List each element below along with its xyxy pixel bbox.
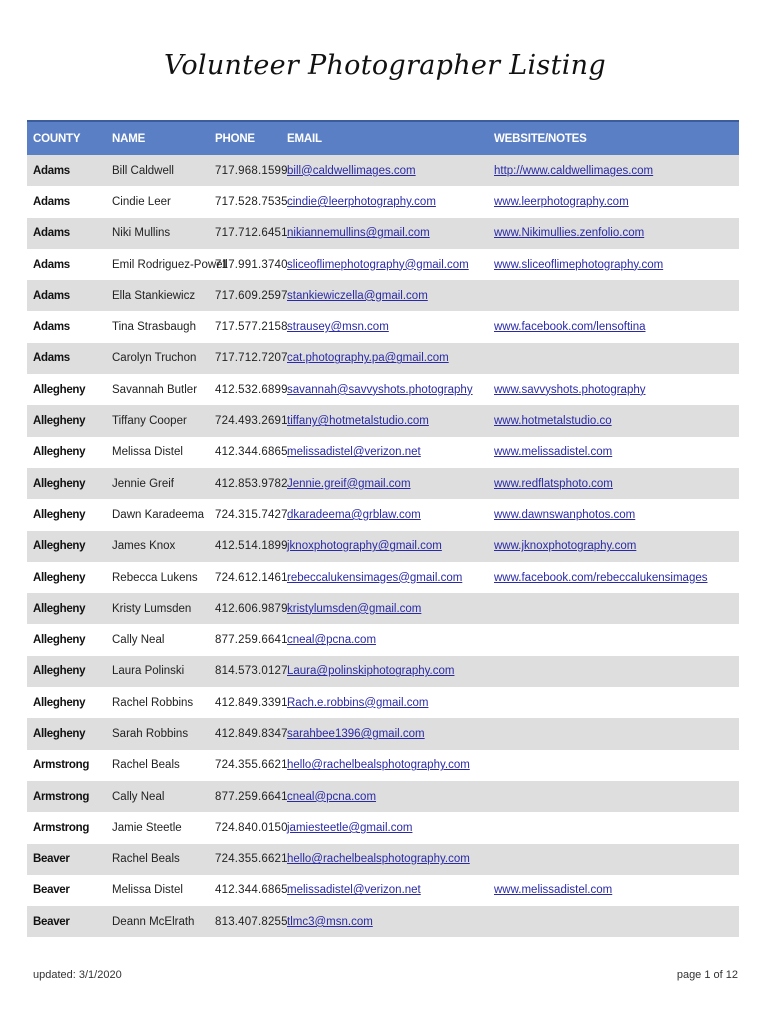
name-cell: Laura Polinski — [112, 665, 185, 678]
county-cell: Allegheny — [33, 446, 86, 459]
email-cell — [281, 562, 488, 593]
name-cell: Rachel Beals — [112, 853, 180, 866]
email-cell — [281, 280, 488, 311]
county-cell: Beaver — [33, 853, 70, 866]
email-cell — [281, 781, 488, 812]
county-cell: Adams — [33, 321, 70, 334]
email-cell — [281, 906, 488, 937]
name-cell: James Knox — [112, 540, 176, 553]
name-cell: Carolyn Truchon — [112, 352, 197, 365]
email-cell-link[interactable]: savannah@savvyshots.photography — [287, 383, 473, 396]
website-cell — [488, 687, 739, 718]
county-cell: Beaver — [33, 915, 70, 928]
website-cell — [488, 499, 739, 530]
phone-cell: 717.577.2158 — [215, 321, 288, 334]
table-row — [27, 562, 739, 593]
county-cell: Armstrong — [33, 790, 90, 803]
email-cell — [281, 218, 488, 249]
phone-cell: 717.528.7535 — [215, 195, 288, 208]
website-cell-link[interactable]: www.Nikimullies.zenfolio.com — [494, 227, 645, 240]
county-cell: Adams — [33, 289, 70, 302]
website-cell — [488, 311, 739, 342]
website-cell — [488, 593, 739, 624]
website-cell-link[interactable]: www.jknoxphotography.com — [494, 540, 637, 553]
table-row — [27, 311, 739, 342]
email-cell — [281, 405, 488, 436]
name-cell: Melissa Distel — [112, 884, 183, 897]
phone-cell: 724.355.6621 — [215, 853, 288, 866]
email-cell-link[interactable]: tlmc3@msn.com — [287, 915, 373, 928]
table-row — [27, 624, 739, 655]
county-cell: Allegheny — [33, 665, 86, 678]
email-cell-link[interactable]: hello@rachelbealsphotography.com — [287, 853, 470, 866]
email-cell — [281, 499, 488, 530]
name-cell: Savannah Butler — [112, 383, 198, 396]
table-row — [27, 687, 739, 718]
website-cell-link[interactable]: www.facebook.com/rebeccalukensimages — [494, 571, 708, 584]
website-cell — [488, 374, 739, 405]
website-cell-link[interactable]: www.dawnswanphotos.com — [494, 508, 636, 521]
name-cell: Tina Strasbaugh — [112, 321, 196, 334]
table-row — [27, 468, 739, 499]
phone-cell: 412.344.6865 — [215, 446, 288, 459]
county-cell: Allegheny — [33, 602, 86, 615]
email-cell-link[interactable]: jamiesteetle@gmail.com — [287, 821, 413, 834]
table-row — [27, 155, 739, 186]
page-title: Volunteer Photographer Listing — [164, 50, 606, 81]
website-cell — [488, 218, 739, 249]
table-row — [27, 186, 739, 217]
email-cell-link[interactable]: rebeccalukensimages@gmail.com — [287, 571, 463, 584]
email-cell — [281, 875, 488, 906]
website-cell-link[interactable]: www.melissadistel.com — [494, 884, 613, 897]
email-cell-link[interactable]: bill@caldwellimages.com — [287, 164, 416, 177]
county-cell: Allegheny — [33, 727, 86, 740]
header-phone: PHONE — [215, 132, 255, 145]
name-cell: Jennie Greif — [112, 477, 175, 490]
name-cell: Emil Rodriguez-Powell — [112, 258, 228, 271]
email-cell — [281, 844, 488, 875]
website-cell — [488, 781, 739, 812]
phone-cell: 724.355.6621 — [215, 759, 288, 772]
email-cell — [281, 374, 488, 405]
website-cell — [488, 531, 739, 562]
website-cell-link[interactable]: http://www.caldwellimages.com — [494, 164, 654, 177]
website-cell-link[interactable]: www.redflatsphoto.com — [494, 477, 613, 490]
table-body — [27, 155, 739, 937]
website-cell — [488, 624, 739, 655]
header-email: EMAIL — [287, 132, 322, 145]
county-cell: Beaver — [33, 884, 70, 897]
email-cell — [281, 343, 488, 374]
county-cell: Armstrong — [33, 759, 90, 772]
table-row — [27, 531, 739, 562]
photographer-table — [27, 120, 739, 937]
phone-cell: 717.991.3740 — [215, 258, 288, 271]
email-cell-link[interactable]: melissadistel@verizon.net — [287, 884, 421, 897]
website-cell-link[interactable]: www.facebook.com/lensoftina — [494, 321, 646, 334]
email-cell — [281, 468, 488, 499]
phone-cell: 877.259.6641 — [215, 790, 288, 803]
email-cell-link[interactable]: sliceoflimephotography@gmail.com — [287, 258, 469, 271]
email-cell-link[interactable]: strausey@msn.com — [287, 321, 389, 334]
email-cell-link[interactable]: Rach.e.robbins@gmail.com — [287, 696, 429, 709]
county-cell: Armstrong — [33, 821, 90, 834]
website-cell — [488, 437, 739, 468]
website-cell-link[interactable]: www.sliceoflimephotography.com — [494, 258, 664, 271]
website-cell — [488, 906, 739, 937]
county-cell: Allegheny — [33, 571, 86, 584]
name-cell: Ella Stankiewicz — [112, 289, 196, 302]
website-cell — [488, 155, 739, 186]
email-cell — [281, 750, 488, 781]
phone-cell: 717.712.7207 — [215, 352, 288, 365]
name-cell: Rebecca Lukens — [112, 571, 198, 584]
table-row — [27, 343, 739, 374]
county-cell: Adams — [33, 258, 70, 271]
phone-cell: 412.514.1899 — [215, 540, 288, 553]
table-header — [27, 121, 739, 155]
table-row — [27, 280, 739, 311]
county-cell: Allegheny — [33, 508, 86, 521]
website-cell-link[interactable]: www.melissadistel.com — [494, 446, 613, 459]
name-cell: Niki Mullins — [112, 227, 171, 240]
phone-cell: 412.344.6865 — [215, 884, 288, 897]
table-row — [27, 218, 739, 249]
website-cell — [488, 875, 739, 906]
website-cell — [488, 186, 739, 217]
email-cell-link[interactable]: cat.photography.pa@gmail.com — [287, 352, 449, 365]
header-website: WEBSITE/NOTES — [494, 132, 587, 145]
county-cell: Allegheny — [33, 477, 86, 490]
website-cell — [488, 405, 739, 436]
email-cell — [281, 812, 488, 843]
website-cell-link[interactable]: www.leerphotography.com — [494, 195, 629, 208]
phone-cell: 724.493.2691 — [215, 415, 288, 428]
phone-cell: 717.968.1599 — [215, 164, 288, 177]
email-cell-link[interactable]: cindie@leerphotography.com — [287, 195, 436, 208]
phone-cell: 813.407.8255 — [215, 915, 288, 928]
website-cell — [488, 343, 739, 374]
phone-cell: 814.573.0127 — [215, 665, 288, 678]
table-row — [27, 812, 739, 843]
county-cell: Allegheny — [33, 415, 86, 428]
email-cell — [281, 718, 488, 749]
updated-date: updated: 3/1/2020 — [33, 969, 122, 981]
email-cell-link[interactable]: hello@rachelbealsphotography.com — [287, 759, 470, 772]
county-cell: Allegheny — [33, 383, 86, 396]
email-cell-link[interactable]: dkaradeema@grblaw.com — [287, 508, 421, 521]
website-cell — [488, 812, 739, 843]
phone-cell: 412.532.6899 — [215, 383, 288, 396]
email-cell — [281, 656, 488, 687]
header-row — [27, 121, 739, 155]
phone-cell: 412.849.8347 — [215, 727, 288, 740]
website-cell — [488, 656, 739, 687]
county-cell: Allegheny — [33, 634, 86, 647]
website-cell — [488, 844, 739, 875]
email-cell — [281, 624, 488, 655]
email-cell-link[interactable]: kristylumsden@gmail.com — [287, 602, 422, 615]
email-cell — [281, 155, 488, 186]
table-row — [27, 249, 739, 280]
website-cell-link[interactable]: www.savvyshots.photography — [494, 383, 646, 396]
phone-cell: 724.612.1461 — [215, 571, 288, 584]
table-row — [27, 437, 739, 468]
county-cell: Adams — [33, 352, 70, 365]
county-cell: Allegheny — [33, 696, 86, 709]
email-cell-link[interactable]: cneal@pcna.com — [287, 790, 377, 803]
header-name: NAME — [112, 132, 146, 145]
table-row — [27, 906, 739, 937]
email-cell — [281, 311, 488, 342]
name-cell: Rachel Beals — [112, 759, 180, 772]
phone-cell: 724.840.0150 — [215, 821, 288, 834]
website-cell — [488, 718, 739, 749]
website-cell — [488, 562, 739, 593]
name-cell: Jamie Steetle — [112, 821, 182, 834]
name-cell: Deann McElrath — [112, 915, 195, 928]
phone-cell: 412.849.3391 — [215, 696, 288, 709]
email-cell-link[interactable]: Laura@polinskiphotography.com — [287, 665, 455, 678]
table-row — [27, 750, 739, 781]
name-cell: Dawn Karadeema — [112, 508, 205, 521]
table-row — [27, 593, 739, 624]
table-row — [27, 844, 739, 875]
email-cell-link[interactable]: tiffany@hotmetalstudio.com — [287, 415, 429, 428]
phone-cell: 717.609.2597 — [215, 289, 288, 302]
email-cell — [281, 186, 488, 217]
email-cell-link[interactable]: melissadistel@verizon.net — [287, 446, 421, 459]
email-cell-link[interactable]: sarahbee1396@gmail.com — [287, 727, 425, 740]
name-cell: Rachel Robbins — [112, 696, 194, 709]
website-cell — [488, 280, 739, 311]
email-cell-link[interactable]: cneal@pcna.com — [287, 634, 377, 647]
email-cell — [281, 531, 488, 562]
county-cell: Adams — [33, 195, 70, 208]
email-cell-link[interactable]: jknoxphotography@gmail.com — [287, 540, 442, 553]
name-cell: Sarah Robbins — [112, 727, 189, 740]
table-row — [27, 781, 739, 812]
table-row — [27, 656, 739, 687]
phone-cell: 877.259.6641 — [215, 634, 288, 647]
phone-cell: 412.853.9782 — [215, 477, 288, 490]
name-cell: Cally Neal — [112, 634, 165, 647]
table-row — [27, 499, 739, 530]
name-cell: Bill Caldwell — [112, 164, 174, 177]
name-cell: Cally Neal — [112, 790, 165, 803]
table-row — [27, 405, 739, 436]
table-row — [27, 374, 739, 405]
name-cell: Melissa Distel — [112, 446, 183, 459]
email-cell-link[interactable]: Jennie.greif@gmail.com — [287, 477, 411, 490]
header-county: COUNTY — [33, 132, 81, 145]
website-cell — [488, 750, 739, 781]
email-cell — [281, 687, 488, 718]
email-cell — [281, 437, 488, 468]
phone-cell: 412.606.9879 — [215, 602, 288, 615]
county-cell: Adams — [33, 227, 70, 240]
name-cell: Tiffany Cooper — [112, 415, 187, 428]
table-row — [27, 875, 739, 906]
email-cell-link[interactable]: nikiannemullins@gmail.com — [287, 227, 430, 240]
email-cell-link[interactable]: stankiewiczella@gmail.com — [287, 289, 428, 302]
email-cell — [281, 249, 488, 280]
phone-cell: 717.712.6451 — [215, 227, 288, 240]
website-cell — [488, 468, 739, 499]
name-cell: Kristy Lumsden — [112, 602, 192, 615]
phone-cell: 724.315.7427 — [215, 508, 288, 521]
page-number: page 1 of 12 — [676, 969, 738, 981]
name-cell: Cindie Leer — [112, 195, 171, 208]
county-cell: Allegheny — [33, 540, 86, 553]
website-cell — [488, 249, 739, 280]
table-row — [27, 718, 739, 749]
email-cell — [281, 593, 488, 624]
website-cell-link[interactable]: www.hotmetalstudio.co — [494, 415, 612, 428]
county-cell: Adams — [33, 164, 70, 177]
